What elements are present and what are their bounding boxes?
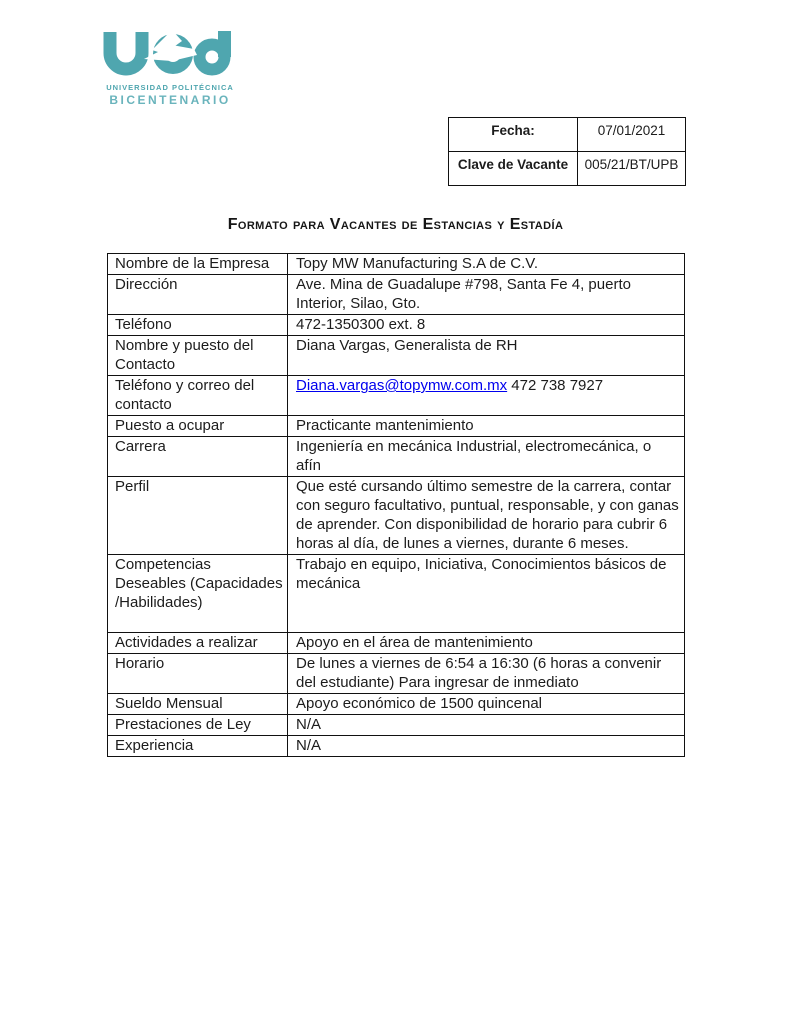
field-value: Apoyo en el área de mantenimiento xyxy=(288,633,685,654)
field-label: Dirección xyxy=(108,275,288,315)
field-value: Topy MW Manufacturing S.A de C.V. xyxy=(288,254,685,275)
fecha-value: 07/01/2021 xyxy=(578,118,686,152)
row-direccion xyxy=(108,275,685,315)
upb-logo-glyph xyxy=(100,28,240,82)
upb-logo xyxy=(95,28,245,107)
row-nombre-puesto-contacto xyxy=(108,336,685,376)
clave-row xyxy=(449,152,686,186)
field-label: Teléfono y correo del contacto xyxy=(108,376,288,416)
field-label: Horario xyxy=(108,654,288,694)
row-telefono xyxy=(108,315,685,336)
logo-university-text: UNIVERSIDAD POLITÉCNICA xyxy=(106,83,234,92)
field-label: Perfil xyxy=(108,477,288,555)
field-label: Carrera xyxy=(108,437,288,477)
row-prestaciones xyxy=(108,715,685,736)
logo-bicentenario-text: BICENTENARIO xyxy=(109,93,231,107)
row-competencias xyxy=(108,555,685,633)
row-nombre-empresa xyxy=(108,254,685,275)
clave-vacante-value: 005/21/BT/UPB xyxy=(578,152,686,186)
field-value: Practicante mantenimiento xyxy=(288,416,685,437)
date-key-table xyxy=(448,117,686,186)
field-value: Apoyo económico de 1500 quincenal xyxy=(288,694,685,715)
field-value: Ingeniería en mecánica Industrial, electromecánica, o afín xyxy=(288,437,685,477)
field-label: Sueldo Mensual xyxy=(108,694,288,715)
field-label: Teléfono xyxy=(108,315,288,336)
fecha-label: Fecha: xyxy=(449,118,578,152)
field-label: Actividades a realizar xyxy=(108,633,288,654)
form-title: Formato para Vacantes de Estancias y Estadía xyxy=(227,216,564,233)
field-value: Trabajo en equipo, Iniciativa, Conocimientos básicos de mecánica xyxy=(288,555,685,633)
row-experiencia xyxy=(108,736,685,757)
row-telefono-correo-contacto xyxy=(108,376,685,416)
contact-email-link[interactable]: Diana.vargas@topymw.com.mx xyxy=(296,377,508,394)
field-value: 472-1350300 ext. 8 xyxy=(288,315,685,336)
field-value: Que esté cursando último semestre de la carrera, contar con seguro facultativo, puntual, responsable, y con ganas de aprender. Con disponibilidad de horario para cubrir 6 horas al día, de lunes a viernes, durante 6 meses. xyxy=(288,477,685,555)
vacancy-table xyxy=(107,253,685,757)
row-carrera xyxy=(108,437,685,477)
clave-vacante-label: Clave de Vacante xyxy=(449,152,578,186)
field-label: Competencias Deseables (Capacidades /Habilidades) xyxy=(108,555,288,633)
field-value: Ave. Mina de Guadalupe #798, Santa Fe 4, puerto Interior, Silao, Gto. xyxy=(288,275,685,315)
field-label: Prestaciones de Ley xyxy=(108,715,288,736)
field-label: Puesto a ocupar xyxy=(108,416,288,437)
field-value: N/A xyxy=(288,736,685,757)
field-label: Nombre y puesto del Contacto xyxy=(108,336,288,376)
row-horario xyxy=(108,654,685,694)
field-value: De lunes a viernes de 6:54 a 16:30 (6 horas a convenir del estudiante) Para ingresar de inmediato xyxy=(288,654,685,694)
row-actividades xyxy=(108,633,685,654)
field-label: Experiencia xyxy=(108,736,288,757)
field-label: Nombre de la Empresa xyxy=(108,254,288,275)
row-puesto-ocupar xyxy=(108,416,685,437)
row-perfil xyxy=(108,477,685,555)
contact-phone-text: 472 738 7927 xyxy=(507,377,604,394)
field-value xyxy=(288,376,685,416)
row-sueldo xyxy=(108,694,685,715)
field-value: Diana Vargas, Generalista de RH xyxy=(288,336,685,376)
field-value: N/A xyxy=(288,715,685,736)
fecha-row xyxy=(449,118,686,152)
